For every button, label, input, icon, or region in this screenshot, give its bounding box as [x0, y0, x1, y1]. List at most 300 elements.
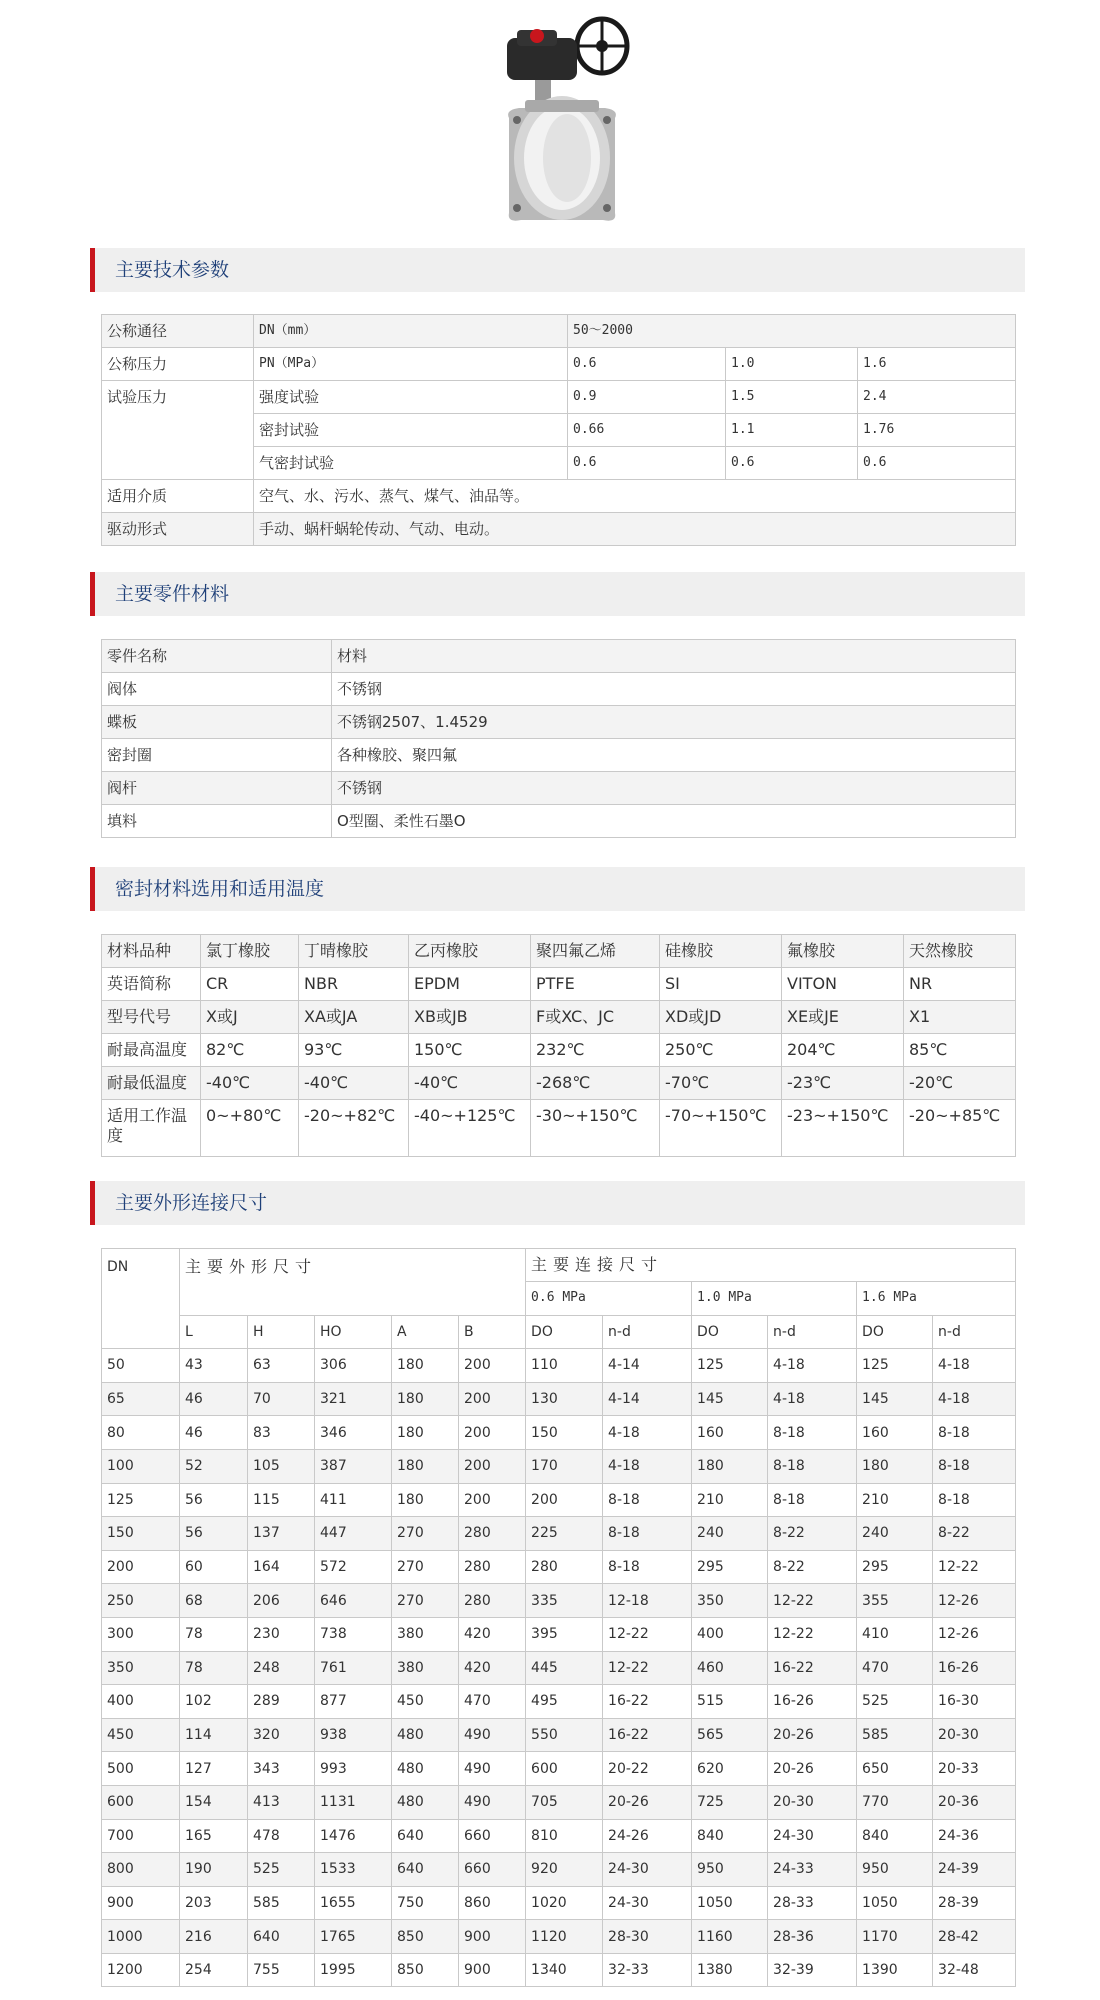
cell: 1020 [526, 1886, 603, 1920]
pressure-header: 0.6 MPa [526, 1282, 692, 1316]
pressure-header: 1.6 MPa [857, 1282, 1016, 1316]
dn-cell: 1000 [102, 1920, 180, 1954]
cell: 4-14 [603, 1382, 692, 1416]
cell: 20-36 [933, 1785, 1016, 1819]
cell: 20-26 [603, 1785, 692, 1819]
cell: 770 [857, 1785, 933, 1819]
column-header: DO [857, 1315, 933, 1349]
cell: 380 [392, 1651, 459, 1685]
table-row [102, 1953, 1016, 1987]
cell: 620 [692, 1752, 768, 1786]
cell: 28-36 [768, 1920, 857, 1954]
cell: 1170 [857, 1920, 933, 1954]
cell: 56 [180, 1517, 248, 1551]
cell: 0.6 [568, 447, 726, 480]
cell: -70℃ [660, 1067, 782, 1100]
dn-cell: 900 [102, 1886, 180, 1920]
cell: 206 [248, 1584, 315, 1618]
table-row [102, 1819, 1016, 1853]
cell: 115 [248, 1483, 315, 1517]
cell: 8-18 [603, 1483, 692, 1517]
cell: 180 [692, 1449, 768, 1483]
cell: 137 [248, 1517, 315, 1551]
cell: CR [201, 968, 299, 1001]
cell: 125 [692, 1349, 768, 1383]
cell: 480 [392, 1718, 459, 1752]
cell: 16-22 [768, 1651, 857, 1685]
cell: 920 [526, 1853, 603, 1887]
cell: 585 [857, 1718, 933, 1752]
cell: 725 [692, 1785, 768, 1819]
cell: 56 [180, 1483, 248, 1517]
cell: 丁晴橡胶 [299, 935, 409, 968]
dn-cell: 65 [102, 1382, 180, 1416]
cell: 335 [526, 1584, 603, 1618]
table-row [102, 1853, 1016, 1887]
cell: 490 [459, 1718, 526, 1752]
cell: 4-14 [603, 1349, 692, 1383]
cell: 28-30 [603, 1920, 692, 1954]
cell: 24-30 [768, 1819, 857, 1853]
cell: 165 [180, 1819, 248, 1853]
cell: 160 [692, 1416, 768, 1450]
cell: VITON [782, 968, 904, 1001]
cell: 295 [692, 1550, 768, 1584]
cell: 8-18 [603, 1550, 692, 1584]
cell: 28-42 [933, 1920, 1016, 1954]
cell: 270 [392, 1550, 459, 1584]
cell: 203 [180, 1886, 248, 1920]
cell: 850 [392, 1920, 459, 1954]
cell: 1.1 [726, 414, 858, 447]
cell: 180 [392, 1349, 459, 1383]
table-row [102, 513, 1016, 546]
cell: 154 [180, 1785, 248, 1819]
cell: 24-33 [768, 1853, 857, 1887]
cell: 8-22 [768, 1550, 857, 1584]
cell: 4-18 [768, 1382, 857, 1416]
cell: -23~+150℃ [782, 1100, 904, 1157]
cell: 640 [392, 1819, 459, 1853]
cell: 强度试验 [254, 381, 568, 414]
cell: -20~+85℃ [904, 1100, 1016, 1157]
cell: 350 [692, 1584, 768, 1618]
tech-params-table [101, 314, 1016, 546]
cell: NR [904, 968, 1016, 1001]
cell: 343 [248, 1752, 315, 1786]
cell: 12-22 [768, 1617, 857, 1651]
cell: XB或JB [409, 1001, 531, 1034]
cell: 8-18 [768, 1449, 857, 1483]
cell: 145 [692, 1382, 768, 1416]
cell: -40℃ [201, 1067, 299, 1100]
table-row [102, 968, 1016, 1001]
cell: 145 [857, 1382, 933, 1416]
cell: 20-26 [768, 1752, 857, 1786]
cell: 8-18 [768, 1416, 857, 1450]
cell: 12-22 [933, 1550, 1016, 1584]
header-cell: 零件名称 [102, 640, 332, 673]
cell: -40℃ [299, 1067, 409, 1100]
cell: -268℃ [531, 1067, 660, 1100]
table-row [102, 1617, 1016, 1651]
cell: 102 [180, 1685, 248, 1719]
cell: 170 [526, 1449, 603, 1483]
column-header: n-d [933, 1315, 1016, 1349]
cell: 200 [459, 1483, 526, 1517]
section-header-seal-materials [90, 867, 1025, 911]
cell: 230 [248, 1617, 315, 1651]
table-row [102, 640, 1016, 673]
pressure-header: 1.0 MPa [692, 1282, 857, 1316]
seal-materials-table [101, 934, 1016, 1157]
dn-cell: 125 [102, 1483, 180, 1517]
cell: 蝶板 [102, 706, 332, 739]
dn-cell: 1200 [102, 1953, 180, 1987]
cell: 210 [857, 1483, 933, 1517]
table-row [102, 1685, 1016, 1719]
cell: 200 [526, 1483, 603, 1517]
cell: 24-30 [603, 1853, 692, 1887]
dimensions-table [101, 1248, 1016, 1987]
section-header-parts-materials [90, 572, 1025, 616]
cell: 565 [692, 1718, 768, 1752]
cell: 289 [248, 1685, 315, 1719]
cell: 640 [392, 1853, 459, 1887]
cell: 28-33 [768, 1886, 857, 1920]
cell: 280 [526, 1550, 603, 1584]
column-header: n-d [768, 1315, 857, 1349]
cell: 16-22 [603, 1718, 692, 1752]
row-label: 适用介质 [102, 480, 254, 513]
cell: XD或JD [660, 1001, 782, 1034]
cell: 4-18 [603, 1416, 692, 1450]
cell: 1995 [315, 1953, 392, 1987]
section-title: 主要外形连接尺寸 [115, 1192, 268, 1214]
row-label: 耐最高温度 [102, 1034, 201, 1067]
cell: 1655 [315, 1886, 392, 1920]
dn-cell: 350 [102, 1651, 180, 1685]
cell: 1120 [526, 1920, 603, 1954]
cell: 411 [315, 1483, 392, 1517]
cell: 16-22 [603, 1685, 692, 1719]
cell: EPDM [409, 968, 531, 1001]
cell: 190 [180, 1853, 248, 1887]
cell: 200 [459, 1382, 526, 1416]
table-row [102, 1416, 1016, 1450]
conn-dims-header: 主要连接尺寸 [526, 1249, 1016, 1282]
cell: -40℃ [409, 1067, 531, 1100]
column-header: B [459, 1315, 526, 1349]
cell: 1765 [315, 1920, 392, 1954]
cell: 232℃ [531, 1034, 660, 1067]
table-row [102, 1067, 1016, 1100]
cell: 105 [248, 1449, 315, 1483]
cell: 12-26 [933, 1617, 1016, 1651]
cell: F或XC、JC [531, 1001, 660, 1034]
cell: 395 [526, 1617, 603, 1651]
column-header: DO [692, 1315, 768, 1349]
table-row [102, 673, 1016, 706]
table-row [102, 348, 1016, 381]
cell: 不锈钢 [332, 673, 1016, 706]
cell: 240 [857, 1517, 933, 1551]
dn-cell: 200 [102, 1550, 180, 1584]
cell: 900 [459, 1953, 526, 1987]
cell: 225 [526, 1517, 603, 1551]
cell: 950 [692, 1853, 768, 1887]
row-label: 型号代号 [102, 1001, 201, 1034]
cell: 346 [315, 1416, 392, 1450]
row-label: 试验压力 [102, 381, 254, 480]
cell: 50～2000 [568, 315, 1016, 348]
cell: 4-18 [603, 1449, 692, 1483]
cell: X或J [201, 1001, 299, 1034]
cell: 993 [315, 1752, 392, 1786]
table-row [102, 1886, 1016, 1920]
cell: 204℃ [782, 1034, 904, 1067]
table-row [102, 1349, 1016, 1383]
dn-cell: 600 [102, 1785, 180, 1819]
cell: 20-30 [768, 1785, 857, 1819]
cell: 1476 [315, 1819, 392, 1853]
cell: 24-26 [603, 1819, 692, 1853]
cell: -40~+125℃ [409, 1100, 531, 1157]
cell: 8-18 [933, 1483, 1016, 1517]
table-row [102, 1584, 1016, 1618]
cell: 306 [315, 1349, 392, 1383]
table-row [102, 1752, 1016, 1786]
cell: 20-30 [933, 1718, 1016, 1752]
cell: 387 [315, 1449, 392, 1483]
cell: 480 [392, 1752, 459, 1786]
cell: -30~+150℃ [531, 1100, 660, 1157]
column-header: HO [315, 1315, 392, 1349]
cell: 160 [857, 1416, 933, 1450]
cell: 320 [248, 1718, 315, 1752]
cell: 2.4 [858, 381, 1016, 414]
cell: 355 [857, 1584, 933, 1618]
cell: 525 [857, 1685, 933, 1719]
table-row [102, 1920, 1016, 1954]
cell: 16-26 [933, 1651, 1016, 1685]
table-row [102, 1249, 1016, 1282]
row-label: 材料品种 [102, 935, 201, 968]
cell: 410 [857, 1617, 933, 1651]
dn-cell: 100 [102, 1449, 180, 1483]
table-row [102, 1550, 1016, 1584]
cell: 12-22 [768, 1584, 857, 1618]
section-title: 密封材料选用和适用温度 [115, 878, 325, 900]
cell: 12-18 [603, 1584, 692, 1618]
cell: 450 [392, 1685, 459, 1719]
cell: 660 [459, 1819, 526, 1853]
cell: 114 [180, 1718, 248, 1752]
cell: 270 [392, 1517, 459, 1551]
cell: 280 [459, 1550, 526, 1584]
table-row [102, 772, 1016, 805]
cell: 32-39 [768, 1953, 857, 1987]
table-row [102, 1483, 1016, 1517]
cell: 280 [459, 1517, 526, 1551]
cell: 400 [692, 1617, 768, 1651]
cell: 32-33 [603, 1953, 692, 1987]
cell: 0~+80℃ [201, 1100, 299, 1157]
cell: 600 [526, 1752, 603, 1786]
cell: 1390 [857, 1953, 933, 1987]
cell: 240 [692, 1517, 768, 1551]
cell: 1533 [315, 1853, 392, 1887]
cell: 阀杆 [102, 772, 332, 805]
cell: 150℃ [409, 1034, 531, 1067]
table-row [102, 1034, 1016, 1067]
cell: 天然橡胶 [904, 935, 1016, 968]
table-row [102, 1785, 1016, 1819]
cell: XA或JA [299, 1001, 409, 1034]
cell: 480 [392, 1785, 459, 1819]
cell: 470 [459, 1685, 526, 1719]
cell: 761 [315, 1651, 392, 1685]
cell: 210 [692, 1483, 768, 1517]
dn-cell: 800 [102, 1853, 180, 1887]
dn-cell: 300 [102, 1617, 180, 1651]
column-header: A [392, 1315, 459, 1349]
cell: 1131 [315, 1785, 392, 1819]
table-row [102, 1100, 1016, 1157]
cell: 755 [248, 1953, 315, 1987]
dn-cell: 700 [102, 1819, 180, 1853]
cell: 660 [459, 1853, 526, 1887]
cell: 密封试验 [254, 414, 568, 447]
cell: 12-22 [603, 1651, 692, 1685]
cell: 550 [526, 1718, 603, 1752]
header-cell: 材料 [332, 640, 1016, 673]
cell: 气密封试验 [254, 447, 568, 480]
cell: 乙丙橡胶 [409, 935, 531, 968]
cell: 16-26 [768, 1685, 857, 1719]
cell: -70~+150℃ [660, 1100, 782, 1157]
cell: 氟橡胶 [782, 935, 904, 968]
cell: 填料 [102, 805, 332, 838]
cell: 110 [526, 1349, 603, 1383]
cell: 460 [692, 1651, 768, 1685]
cell: 490 [459, 1785, 526, 1819]
cell: 85℃ [904, 1034, 1016, 1067]
cell: 900 [459, 1920, 526, 1954]
cell: 8-22 [933, 1517, 1016, 1551]
cell: 490 [459, 1752, 526, 1786]
row-label: 驱动形式 [102, 513, 254, 546]
cell: 420 [459, 1651, 526, 1685]
cell: 82℃ [201, 1034, 299, 1067]
cell: 1340 [526, 1953, 603, 1987]
table-row [102, 1517, 1016, 1551]
column-header: L [180, 1315, 248, 1349]
cell: 248 [248, 1651, 315, 1685]
cell: 650 [857, 1752, 933, 1786]
cell: 8-22 [768, 1517, 857, 1551]
dn-cell: 450 [102, 1718, 180, 1752]
row-label: 适用工作温度 [102, 1100, 201, 1157]
cell: 738 [315, 1617, 392, 1651]
cell: 4-18 [768, 1349, 857, 1383]
cell: 572 [315, 1550, 392, 1584]
dn-cell: 500 [102, 1752, 180, 1786]
cell: 470 [857, 1651, 933, 1685]
cell: 52 [180, 1449, 248, 1483]
cell: 860 [459, 1886, 526, 1920]
cell: 8-18 [933, 1416, 1016, 1450]
cell: 164 [248, 1550, 315, 1584]
cell: 空气、水、污水、蒸气、煤气、油品等。 [254, 480, 1016, 513]
cell: 420 [459, 1617, 526, 1651]
cell: 4-18 [933, 1349, 1016, 1383]
cell: 295 [857, 1550, 933, 1584]
cell: 270 [392, 1584, 459, 1618]
cell: 130 [526, 1382, 603, 1416]
cell: 180 [857, 1449, 933, 1483]
section-title: 主要技术参数 [115, 259, 230, 281]
cell: 硅橡胶 [660, 935, 782, 968]
cell: 43 [180, 1349, 248, 1383]
dn-cell: 400 [102, 1685, 180, 1719]
table-row [102, 1651, 1016, 1685]
cell: 200 [459, 1349, 526, 1383]
cell: 705 [526, 1785, 603, 1819]
cell: 78 [180, 1651, 248, 1685]
cell: 聚四氟乙烯 [531, 935, 660, 968]
cell: 0.6 [726, 447, 858, 480]
cell: 127 [180, 1752, 248, 1786]
cell: SI [660, 968, 782, 1001]
cell: 不锈钢2507、1.4529 [332, 706, 1016, 739]
cell: 20-22 [603, 1752, 692, 1786]
cell: 180 [392, 1449, 459, 1483]
cell: 950 [857, 1853, 933, 1887]
cell: 78 [180, 1617, 248, 1651]
cell: 125 [857, 1349, 933, 1383]
cell: 16-30 [933, 1685, 1016, 1719]
cell: -20℃ [904, 1067, 1016, 1100]
cell: 不锈钢 [332, 772, 1016, 805]
cell: 24-30 [603, 1886, 692, 1920]
row-label: 公称压力 [102, 348, 254, 381]
dn-cell: 250 [102, 1584, 180, 1618]
cell: 750 [392, 1886, 459, 1920]
cell: DN（mm） [254, 315, 568, 348]
cell: 380 [392, 1617, 459, 1651]
section-header-tech-params [90, 248, 1025, 292]
dn-cell: 80 [102, 1416, 180, 1450]
cell: 0.9 [568, 381, 726, 414]
cell: 200 [459, 1416, 526, 1450]
cell: 938 [315, 1718, 392, 1752]
cell: 447 [315, 1517, 392, 1551]
parts-materials-table [101, 639, 1016, 838]
cell: 585 [248, 1886, 315, 1920]
cell: 70 [248, 1382, 315, 1416]
cell: 1.5 [726, 381, 858, 414]
butterfly-valve-image [495, 8, 630, 228]
cell: 0.6 [858, 447, 1016, 480]
cell: 24-36 [933, 1819, 1016, 1853]
cell: 8-18 [933, 1449, 1016, 1483]
cell: 1.76 [858, 414, 1016, 447]
cell: 氯丁橡胶 [201, 935, 299, 968]
cell: 60 [180, 1550, 248, 1584]
column-header: n-d [603, 1315, 692, 1349]
dn-cell: 50 [102, 1349, 180, 1383]
